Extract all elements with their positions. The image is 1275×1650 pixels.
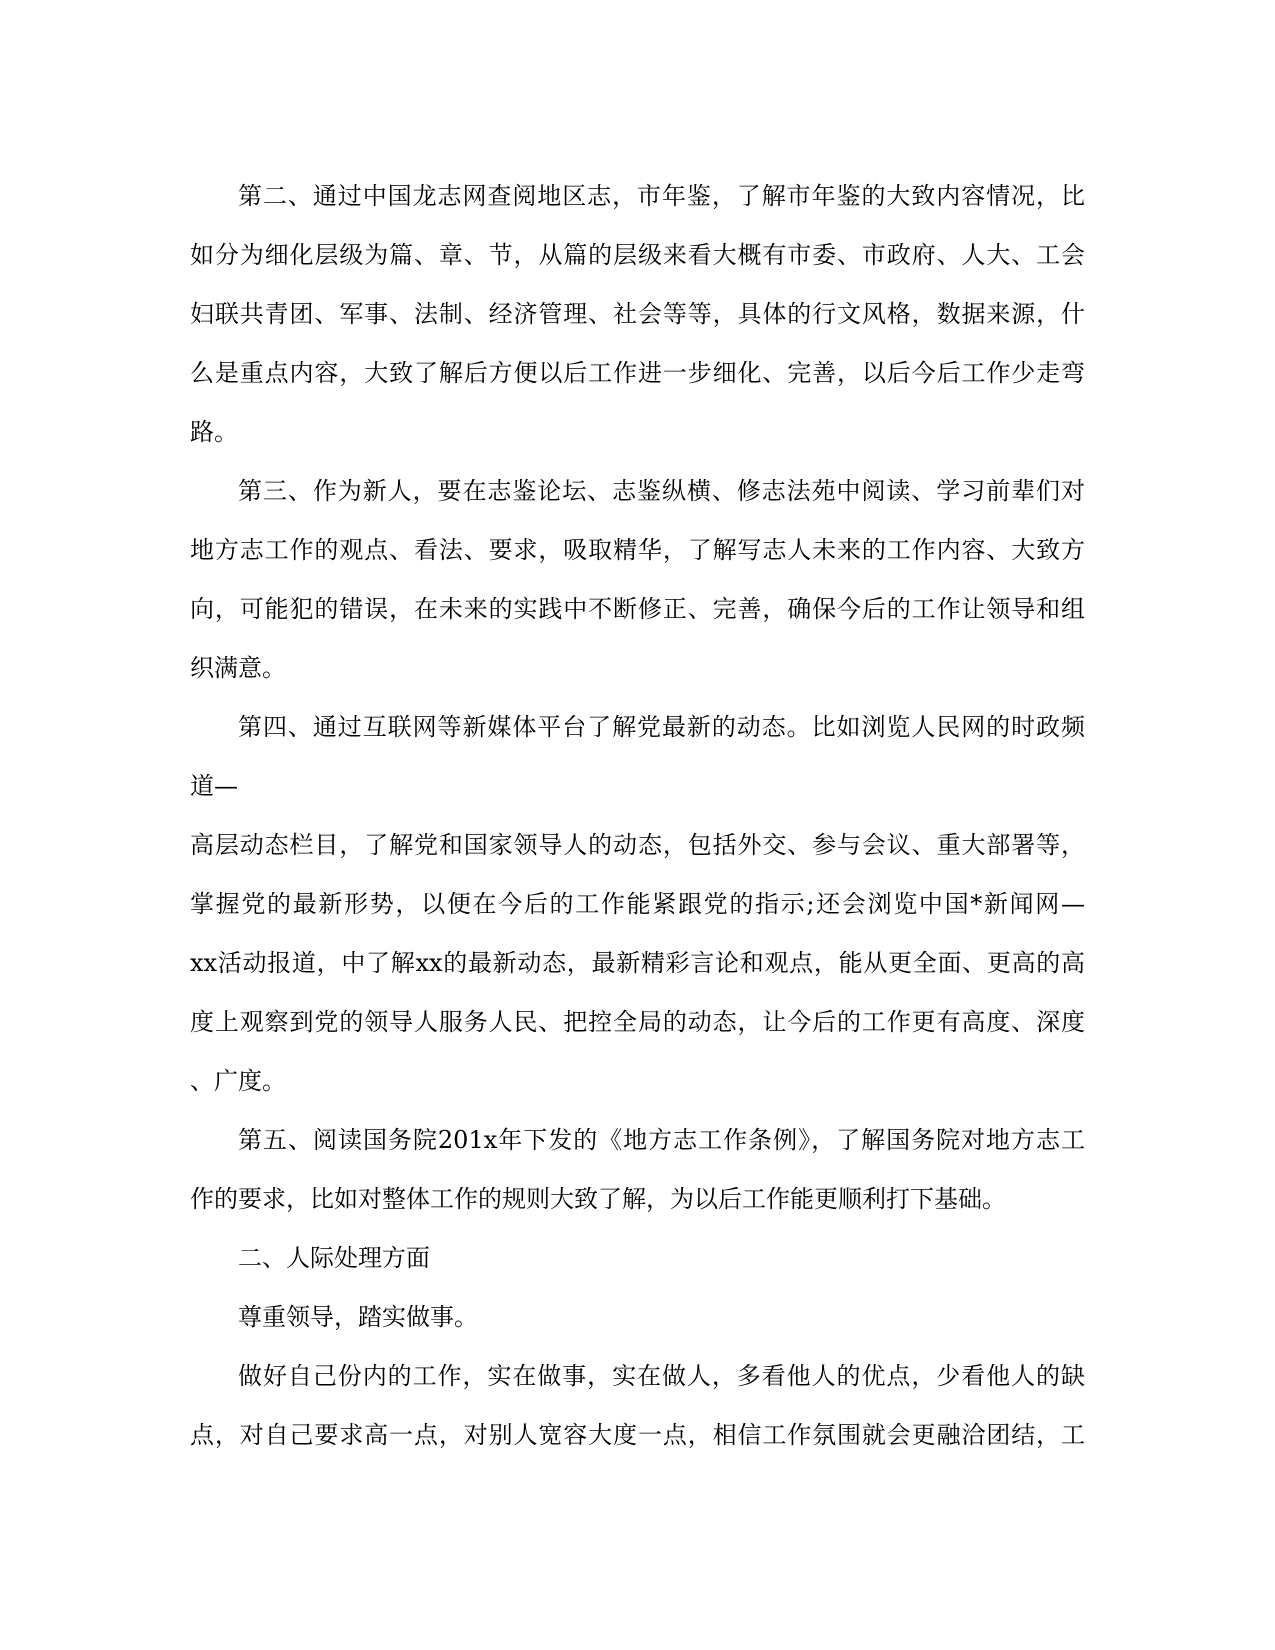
text-line: 、广度。 xyxy=(190,1067,286,1095)
text-line: 妇联共青团、军事、法制、经济管理、社会等等，具体的行文风格，数据来源，什 xyxy=(190,300,1085,328)
text-line: 二、人际处理方面 xyxy=(238,1244,430,1272)
text-line: 尊重领导，踏实做事。 xyxy=(238,1303,478,1331)
text-line: 如分为细化层级为篇、章、节，从篇的层级来看大概有市委、市政府、人大、工会 xyxy=(190,241,1085,269)
text-line: 作的要求，比如对整体工作的规则大致了解，为以后工作能更顺利打下基础。 xyxy=(190,1185,1006,1213)
text-line: 掌握党的最新形势，以便在今后的工作能紧跟党的指示;还会浏览中国*新闻网— xyxy=(190,890,1085,918)
text-line: 高层动态栏目，了解党和国家领导人的动态，包括外交、参与会议、重大部署等， xyxy=(190,831,1085,859)
text-line: 地方志工作的观点、看法、要求，吸取精华，了解写志人未来的工作内容、大致方 xyxy=(190,536,1085,564)
text-line: 做好自己份内的工作，实在做事，实在做人，多看他人的优点，少看他人的缺 xyxy=(238,1362,1085,1390)
text-line: 度上观察到党的领导人服务人民、把控全局的动态，让今后的工作更有高度、深度 xyxy=(190,1008,1085,1036)
text-line: 向，可能犯的错误，在未来的实践中不断修正、完善，确保今后的工作让领导和组 xyxy=(190,595,1085,623)
text-line: 第三、作为新人，要在志鉴论坛、志鉴纵横、修志法苑中阅读、学习前辈们对 xyxy=(238,477,1085,505)
text-line: xx活动报道，中了解xx的最新动态，最新精彩言论和观点，能从更全面、更高的高 xyxy=(190,949,1085,977)
text-line: 么是重点内容，大致了解后方便以后工作进一步细化、完善，以后今后工作少走弯 xyxy=(190,359,1085,387)
text-line: 路。 xyxy=(190,418,238,446)
text-line: 织满意。 xyxy=(190,654,286,682)
text-line: 第二、通过中国龙志网查阅地区志，市年鉴，了解市年鉴的大致内容情况，比 xyxy=(238,182,1085,210)
text-line: 点，对自己要求高一点，对别人宽容大度一点，相信工作氛围就会更融洽团结，工 xyxy=(190,1421,1085,1449)
text-line: 第四、通过互联网等新媒体平台了解党最新的动态。比如浏览人民网的时政频 xyxy=(238,713,1085,741)
text-line: 道— xyxy=(190,772,238,800)
text-line: 第五、阅读国务院201x年下发的《地方志工作条例》，了解国务院对地方志工 xyxy=(238,1126,1085,1154)
document-text-block xyxy=(190,167,1085,1465)
